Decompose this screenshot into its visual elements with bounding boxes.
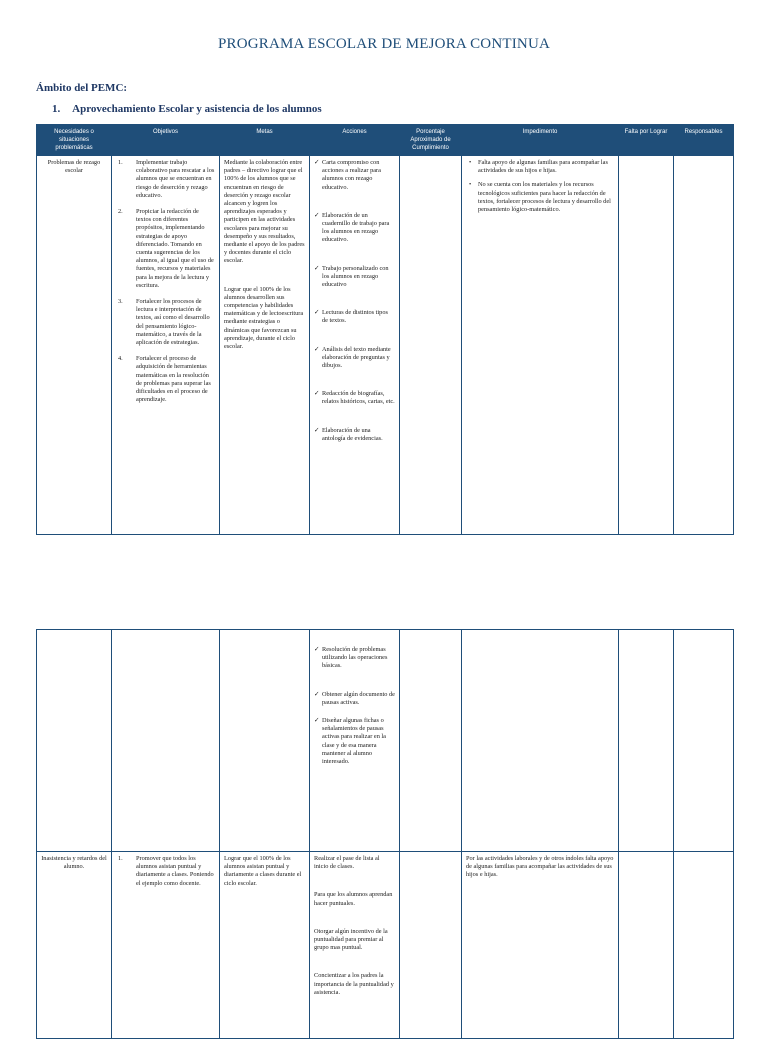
- accion-text: Carta compromiso con acciones a realizar para alumnos con rezago educativo.: [322, 159, 381, 191]
- item-number: 4.: [118, 355, 123, 363]
- list-item: [116, 208, 215, 290]
- accion-text: Resolución de problemas utilizando las operaciones básicas.: [322, 646, 388, 670]
- objectives-cell: [112, 852, 220, 1039]
- header-objetivos: Objetivos: [112, 125, 220, 156]
- objective-text: Fortalecer el proceso de adquisición de herramientas matemáticas en la resolución de problemas para superar las dificultades en el proceso de aprendizaje.: [136, 355, 211, 404]
- ambito-label: Ámbito del PEMC:: [36, 82, 128, 94]
- table-row: [37, 852, 734, 1039]
- checkmark-icon: ✓: [314, 690, 320, 698]
- checkmark-icon: ✓: [314, 264, 320, 272]
- table-row: [37, 630, 734, 852]
- list-item: [314, 265, 395, 290]
- list-item: [314, 646, 395, 671]
- document-title: PROGRAMA ESCOLAR DE MEJORA CONTINUA: [217, 36, 551, 52]
- accion-text: Elaboración de un cuadernillo de trabajo para los alumnos en rezago educativo.: [322, 211, 390, 244]
- meta-text: Lograr que el 100% de los alumnos desarrollen sus competencias y habilidades matemáticas y de lectoescritura mediante estrategias o dinámicas que favorezcan su aprendizaje, durante el ciclo escolar.: [224, 285, 304, 351]
- checkmark-icon: ✓: [314, 159, 320, 166]
- objective-text: Promover que todos los alumnos asistan puntual y diariamente a clases. Poniendo el ejemplo como docente.: [136, 855, 214, 887]
- item-number: 1.: [118, 159, 123, 166]
- list-item: [314, 691, 395, 707]
- porcentaje-cell: [400, 630, 462, 852]
- accion-text: Trabajo personalizado con los alumnos en rezago educativo: [322, 264, 389, 289]
- pemc-table-1: [36, 124, 734, 535]
- checkmark-icon: ✓: [314, 426, 320, 434]
- impedimento-cell: [462, 630, 619, 852]
- list-item: [116, 298, 215, 347]
- list-item: [116, 159, 215, 200]
- accion-text: Diseñar algunas fichas o señalamientos de pausas activas para realizar en la clase y de esa manera mantener al alumno interesado.: [322, 717, 386, 766]
- falta-cell: [619, 630, 674, 852]
- accion-text: Concientizar a los padres la importancia de la puntualidad y asistencia.: [314, 972, 394, 996]
- item-number: 3.: [118, 298, 123, 306]
- need-cell: [37, 630, 112, 852]
- section-number: 1.: [52, 103, 61, 115]
- section-heading: [52, 103, 322, 115]
- list-item: [314, 427, 395, 443]
- falta-cell: [619, 852, 674, 1039]
- porcentaje-cell: [400, 852, 462, 1039]
- checkmark-icon: ✓: [314, 717, 320, 725]
- list-item: [466, 181, 614, 214]
- header-necesidades: Necesidades o situaciones problemáticas: [37, 125, 112, 156]
- checkmark-icon: ✓: [314, 646, 320, 653]
- metas-cell: [220, 852, 310, 1039]
- objective-text: Fortalecer los procesos de lectura e interpretación de textos, así como el desarrollo del pensamiento lógico-matemático, a través de la aplicación de estrategias.: [136, 298, 210, 347]
- header-responsables: Responsables: [674, 125, 734, 156]
- accion-text: Para que los alumnos aprendan hacer puntuales.: [314, 891, 393, 907]
- acciones-cell: [310, 852, 400, 1039]
- checkmark-icon: ✓: [314, 309, 320, 317]
- responsables-cell: [674, 630, 734, 852]
- list-item: [314, 346, 395, 371]
- list-item: [314, 717, 395, 766]
- accion-text: Lecturas de distintos tipos de textos.: [322, 309, 388, 325]
- list-item: [314, 159, 395, 192]
- list-item: [116, 855, 215, 888]
- list-item: [466, 159, 614, 175]
- header-metas: Metas: [220, 125, 310, 156]
- accion-text: Redacción de biografías, relatos históricos, cartas, etc.: [322, 390, 395, 406]
- accion-text: Obtener algún documento de pausas activas.: [322, 690, 395, 706]
- table-header-row: [37, 125, 734, 156]
- bullet-icon: •: [469, 159, 472, 166]
- porcentaje-cell: [400, 156, 462, 535]
- objectives-cell: [112, 156, 220, 535]
- table-row: [37, 156, 734, 535]
- metas-cell: [220, 156, 310, 535]
- bullet-icon: •: [469, 181, 472, 189]
- header-acciones: Acciones: [310, 125, 400, 156]
- impedimento-cell: Por las actividades laborales y de otros índoles falta apoyo de algunas familias para acompañar las actividades de sus hijos e hijas.: [462, 852, 619, 1039]
- accion-text: Realizar el pase de lista al inicio de clases.: [314, 855, 380, 871]
- list-item: [314, 212, 395, 245]
- checkmark-icon: ✓: [314, 211, 320, 219]
- metas-cell: [220, 630, 310, 852]
- pemc-table-2: [36, 629, 734, 1039]
- acciones-cell: [310, 630, 400, 852]
- need-cell: Inasistencia y retardos del alumno.: [37, 852, 112, 1039]
- list-item: [314, 390, 395, 406]
- header-impedimento: Impedimento: [462, 125, 619, 156]
- header-falta-por-lograr: Falta por Lograr: [619, 125, 674, 156]
- acciones-cell: [310, 156, 400, 535]
- checkmark-icon: ✓: [314, 345, 320, 353]
- objective-text: Implementar trabajo colaborativo para rescatar a los alumnos que se encuentran en riesgo de deserción y rezago educativo.: [136, 159, 215, 199]
- responsables-cell: [674, 156, 734, 535]
- section-label: Aprovechamiento Escolar y asistencia de los alumnos: [72, 103, 322, 115]
- checkmark-icon: ✓: [314, 390, 320, 398]
- objective-text: Propiciar la redacción de textos con diferentes propósitos, implementando estrategias de apoyo diferenciado. Tomando en cuenta sugerencias de los alumnos, al igual que el uso de fuentes, recursos y materiales para la mejora de la lectura y escritura.: [136, 208, 214, 289]
- list-item: [116, 355, 215, 404]
- impedimento-text: No se cuenta con los materiales y los recursos tecnológicos suficientes para hacer la redacción de textos, fortalecer procesos de lectura y desarrollo del pensamiento lógico-matemático.: [478, 181, 611, 214]
- impedimento-text: Falta apoyo de algunas familias para acompañar las actividades de sus hijos e hijas.: [478, 159, 608, 175]
- item-number: 1.: [118, 855, 123, 862]
- list-item: [314, 309, 395, 325]
- item-number: 2.: [118, 208, 123, 216]
- accion-text: Análisis del texto mediante elaboración de preguntas y dibujos.: [322, 345, 391, 370]
- objectives-cell: [112, 630, 220, 852]
- impedimento-cell: [462, 156, 619, 535]
- responsables-cell: [674, 852, 734, 1039]
- need-cell: Problemas de rezago escolar: [37, 156, 112, 535]
- falta-cell: [619, 156, 674, 535]
- accion-text: Elaboración de una antología de evidencias.: [322, 426, 383, 442]
- meta-text: Mediante la colaboración entre padres – directivo lograr que el 100% de los alumnos que se encuentran en riesgo de deserción y rezago escolar alcancen y logren los aprendizajes esperados y participen en las actividades escolares para mejorar su desempeño y sus resultados, mediante el apoyo de los padres y docentes durante el ciclo escolar.: [224, 159, 305, 265]
- accion-text: Otorgar algún incentivo de la puntualidad para premiar al grupo mas puntual.: [314, 927, 388, 952]
- meta-text: Lograr que el 100% de los alumnos asistan puntual y diariamente a clases durante el ciclo escolar.: [224, 855, 302, 887]
- header-porcentaje: Porcentaje Aproximado de Cumplimiento: [400, 125, 462, 156]
